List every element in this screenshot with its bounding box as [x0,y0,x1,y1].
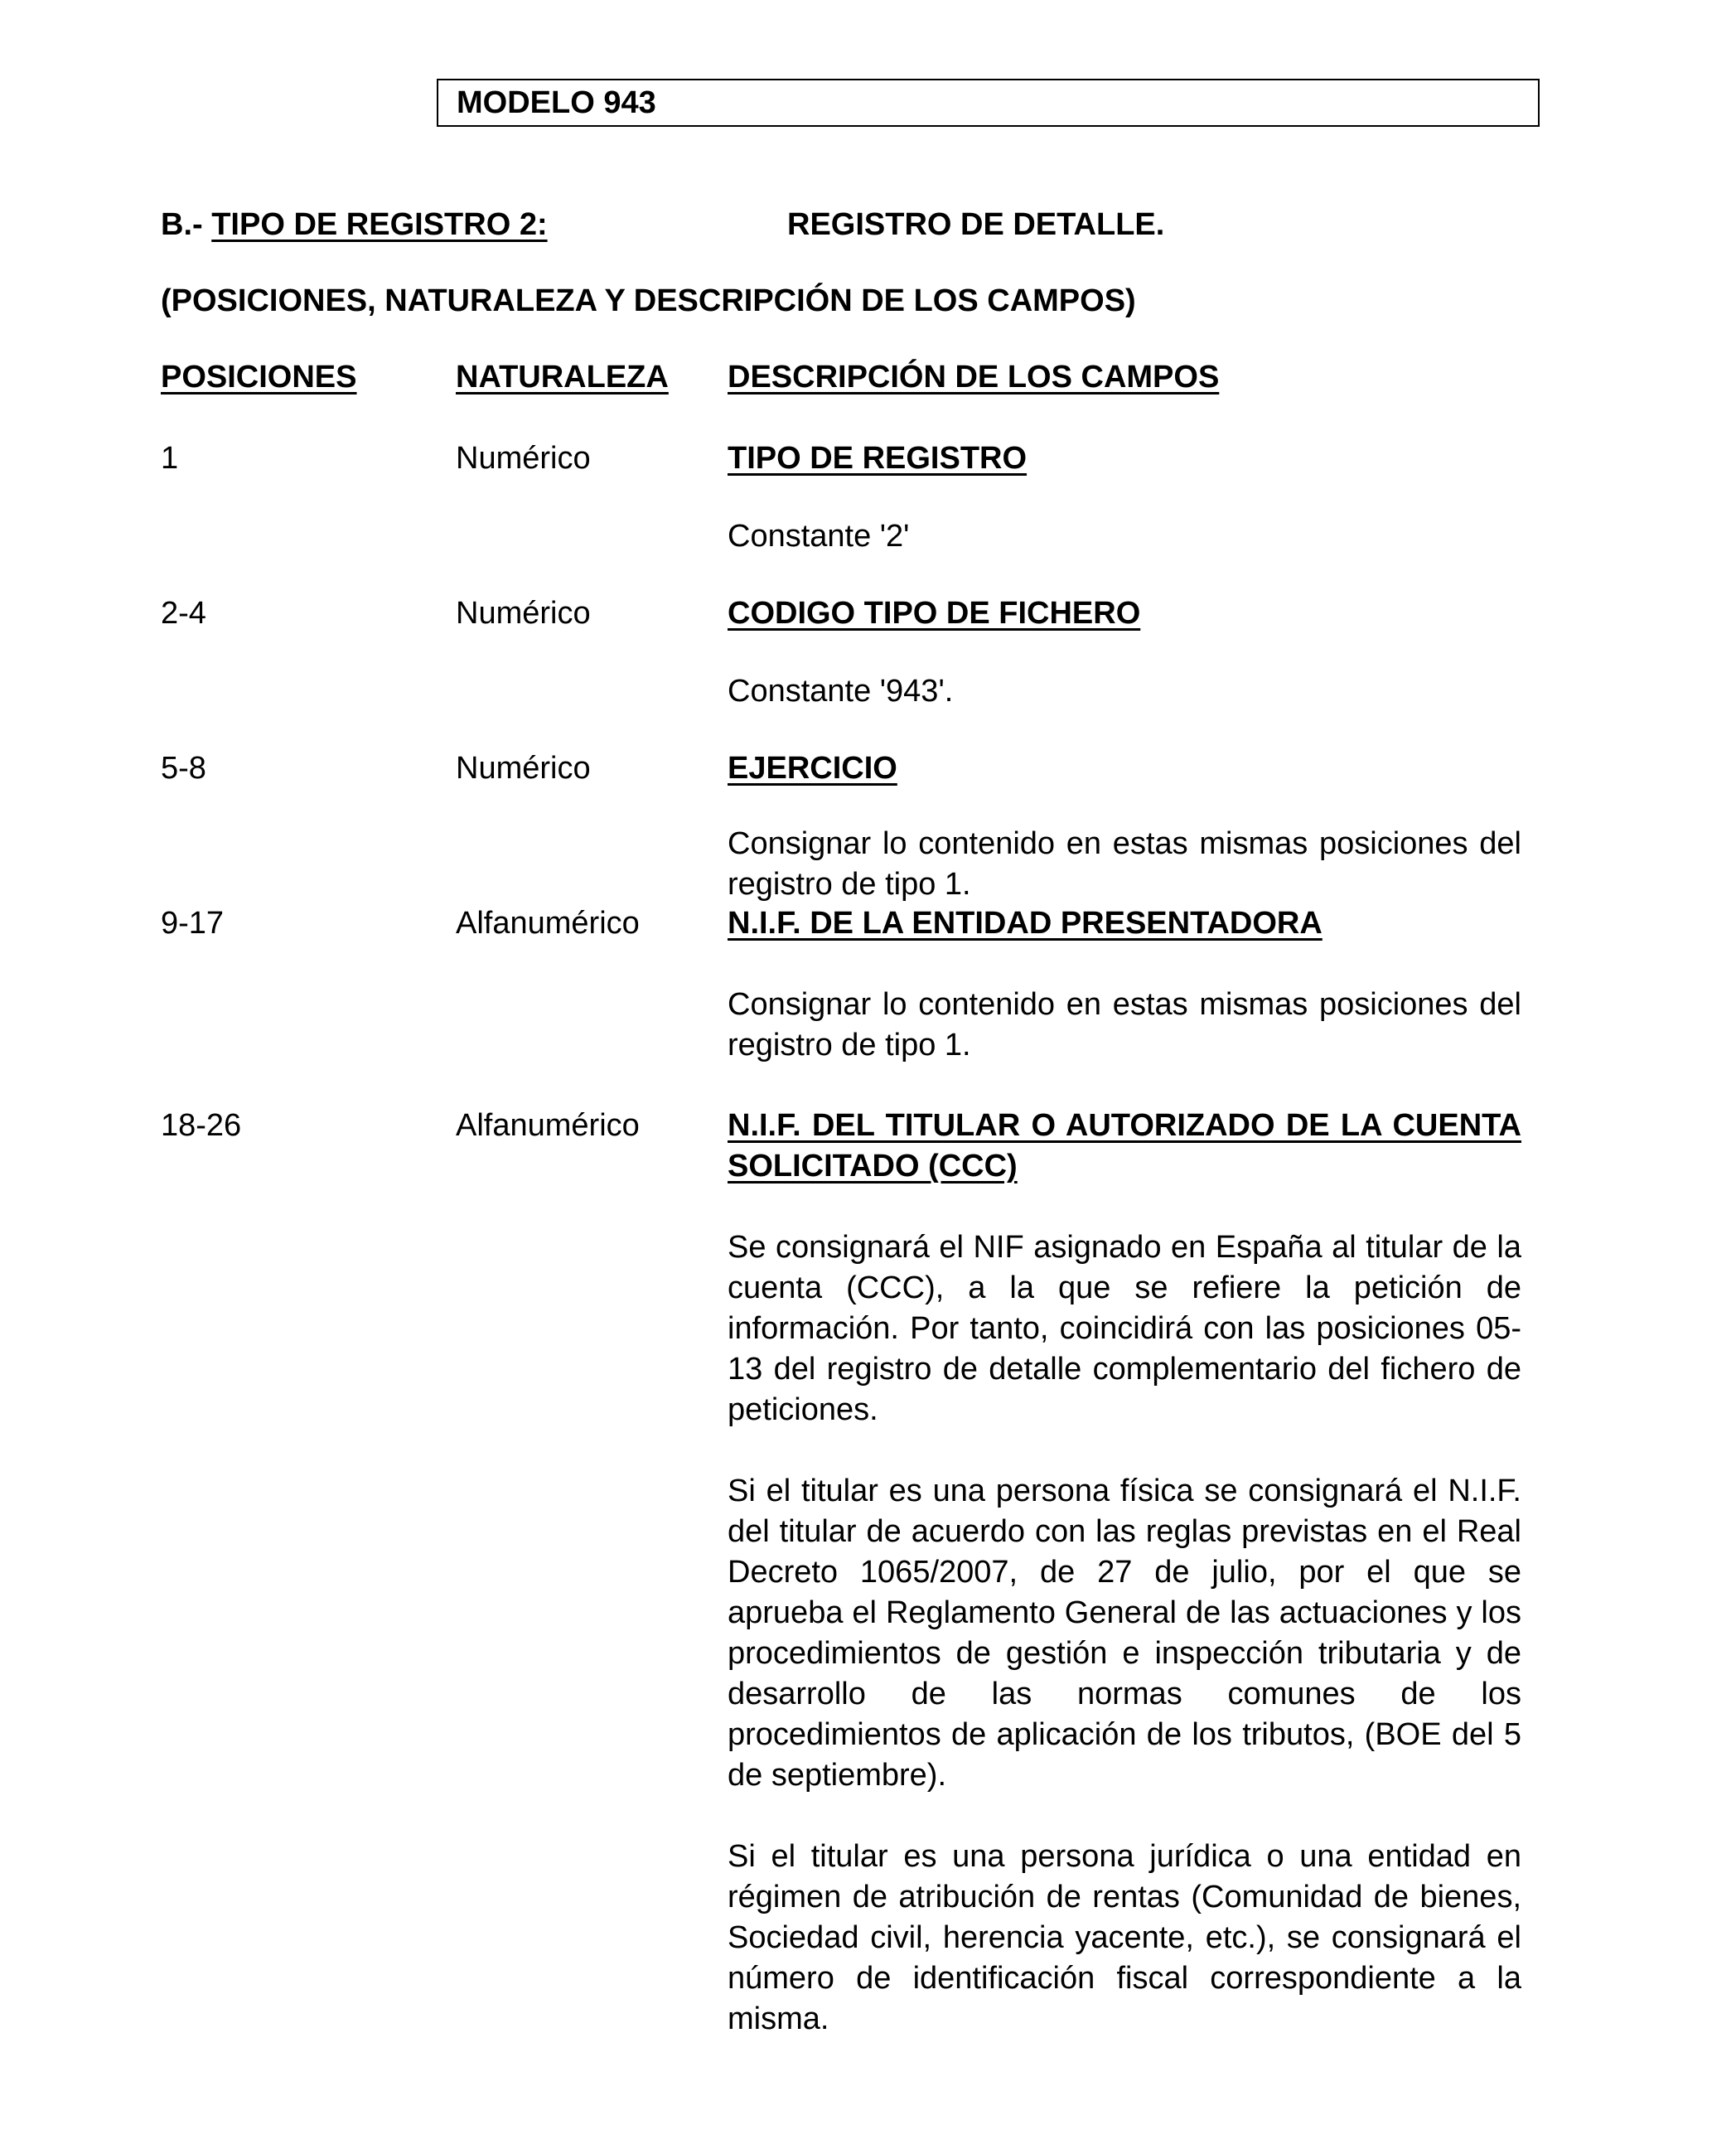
section-subtitle: (POSICIONES, NATURALEZA Y DESCRIPCIÓN DE LOS CAMPOS) [161,283,1136,318]
row-5-field-title: N.I.F. DEL TITULAR O AUTORIZADO DE LA CUENTA SOLICITADO (CCC) [728,1108,1521,1183]
column-header-posiciones: POSICIONES [161,360,357,394]
section-prefix: B.- [161,207,212,242]
row-1-nature: Numérico [456,441,591,476]
row-2-position: 2-4 [161,596,206,631]
row-5-description-2: Si el titular es una persona física se consignará el N.I.F. del titular de acuerdo con las reglas previstas en el Real Decreto 1065/2007, de 27 de julio, por el que se aprueba el Reglamento General de las actuaciones y los procedimientos de gestión e inspección tributaria y de desarrollo de las normas comunes de los procedimientos de aplicación de los tributos, (BOE del 5 de septiembre). [728,1474,1521,1793]
model-header-box [437,79,1540,127]
row-5-position: 18-26 [161,1108,242,1143]
registro-title: REGISTRO DE DETALLE. [787,207,1165,242]
column-header-naturaleza: NATURALEZA [456,360,669,394]
row-1-position: 1 [161,441,179,476]
row-4-position: 9-17 [161,906,225,941]
column-header-descripcion: DESCRIPCIÓN DE LOS CAMPOS [728,360,1220,394]
row-2-field-title: CODIGO TIPO DE FICHERO [728,596,1141,631]
row-3-position: 5-8 [161,751,206,786]
row-3-nature: Numérico [456,751,591,786]
row-4-field-title: N.I.F. DE LA ENTIDAD PRESENTADORA [728,906,1323,941]
row-5-description-3: Si el titular es una persona jurídica o una entidad en régimen de atribución de rentas (Comunidad de bienes, Sociedad civil, herencia yacente, etc.), se consignará el número de identificación fiscal correspondiente a la misma. [728,1839,1521,2036]
row-5-description-1: Se consignará el NIF asignado en España al titular de la cuenta (CCC), a la que se refiere la petición de información. Por tanto, coincidirá con las posiciones 05-13 del registro de detalle complementario del fichero de peticiones. [728,1230,1521,1427]
model-label: MODELO 943 [457,85,656,120]
row-4-description: Consignar lo contenido en estas mismas posiciones del registro de tipo 1. [728,987,1521,1062]
row-1-description: Constante '2' [728,519,910,554]
section-title: TIPO DE REGISTRO 2: [211,207,548,242]
row-3-description: Consignar lo contenido en estas mismas posiciones del registro de tipo 1. [728,826,1521,902]
row-2-description: Constante '943'. [728,674,954,709]
section-heading [161,205,548,245]
row-2-nature: Numérico [456,596,591,631]
row-4-nature: Alfanumérico [456,906,640,941]
row-5-nature: Alfanumérico [456,1108,640,1143]
row-1-field-title: TIPO DE REGISTRO [728,441,1028,476]
row-3-field-title: EJERCICIO [728,751,897,786]
